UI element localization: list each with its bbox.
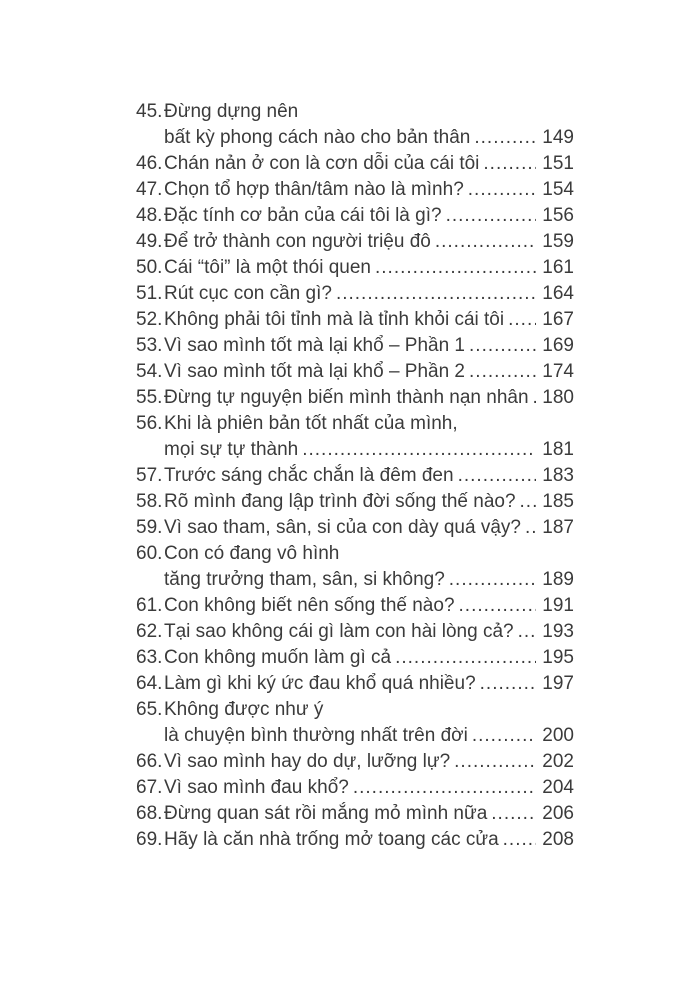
toc-entry xyxy=(136,385,574,411)
entry-page-number: 208 xyxy=(542,829,574,850)
entry-title: Chán nản ở con là cơn dỗi của cái tôi xyxy=(164,153,480,174)
entry-number: 51. xyxy=(136,283,163,304)
toc-entry-row xyxy=(136,463,574,489)
toc-entry-row xyxy=(136,307,574,333)
toc-entry-row xyxy=(136,151,574,177)
entry-page-number: 187 xyxy=(542,517,574,538)
toc-entry xyxy=(136,99,574,151)
entry-number: 68. xyxy=(136,803,163,824)
toc-entry-row xyxy=(136,333,574,359)
entry-page-number: 200 xyxy=(542,725,574,746)
toc-entry xyxy=(136,255,574,281)
entry-page-number: 164 xyxy=(542,283,574,304)
entry-title: Khi là phiên bản tốt nhất của mình, xyxy=(164,413,458,434)
entry-title: là chuyện bình thường nhất trên đời xyxy=(164,725,468,746)
entry-page-number: 151 xyxy=(542,153,574,174)
entry-title: Tại sao không cái gì làm con hài lòng cả? xyxy=(164,621,514,642)
entry-number: 55. xyxy=(136,387,163,408)
entry-number: 64. xyxy=(136,673,163,694)
entry-title: Con không biết nên sống thế nào? xyxy=(164,595,455,616)
dot-leader xyxy=(434,229,536,255)
entry-number: 52. xyxy=(136,309,163,330)
toc-entry-row xyxy=(136,177,574,203)
toc-entry xyxy=(136,281,574,307)
entry-page-number: 154 xyxy=(542,179,574,200)
dot-leader xyxy=(517,619,537,645)
dot-leader xyxy=(394,645,536,671)
toc-entry xyxy=(136,619,574,645)
toc-entry xyxy=(136,541,574,593)
toc-entry xyxy=(136,515,574,541)
toc-entry-row xyxy=(136,99,574,125)
toc-entry xyxy=(136,229,574,255)
toc-entry xyxy=(136,671,574,697)
entry-title: Đặc tính cơ bản của cái tôi là gì? xyxy=(164,205,442,226)
entry-number: 60. xyxy=(136,543,163,564)
toc-entry-row xyxy=(136,749,574,775)
toc-entry-row xyxy=(136,255,574,281)
toc-entry-continuation-row xyxy=(136,437,574,463)
toc-entry-row xyxy=(136,801,574,827)
entry-title: Con không muốn làm gì cả xyxy=(164,647,392,668)
toc-entry xyxy=(136,307,574,333)
entry-page-number: 189 xyxy=(542,569,574,590)
dot-leader xyxy=(453,749,536,775)
dot-leader xyxy=(482,151,536,177)
toc-entry xyxy=(136,489,574,515)
dot-leader xyxy=(468,333,536,359)
entry-number: 65. xyxy=(136,699,163,720)
entry-number: 49. xyxy=(136,231,163,252)
dot-leader xyxy=(471,723,536,749)
entry-number: 61. xyxy=(136,595,163,616)
dot-leader xyxy=(519,489,537,515)
entry-number: 57. xyxy=(136,465,163,486)
entry-page-number: 156 xyxy=(542,205,574,226)
entry-title: Vì sao mình tốt mà lại khổ – Phần 2 xyxy=(164,361,466,382)
dot-leader xyxy=(479,671,537,697)
entry-page-number: 180 xyxy=(542,387,574,408)
toc-entry xyxy=(136,749,574,775)
entry-page-number: 149 xyxy=(542,127,574,148)
entry-page-number: 185 xyxy=(542,491,574,512)
toc-entry-row xyxy=(136,489,574,515)
toc-entry-row xyxy=(136,645,574,671)
entry-page-number: 204 xyxy=(542,777,574,798)
toc-entry xyxy=(136,411,574,463)
entry-number: 48. xyxy=(136,205,163,226)
dot-leader xyxy=(458,593,537,619)
entry-title: tăng trưởng tham, sân, si không? xyxy=(164,569,445,590)
entry-title: Con có đang vô hình xyxy=(164,543,340,564)
toc-entry xyxy=(136,177,574,203)
toc-entry xyxy=(136,359,574,385)
entry-number: 54. xyxy=(136,361,163,382)
entry-page-number: 197 xyxy=(542,673,574,694)
toc-entry xyxy=(136,645,574,671)
dot-leader xyxy=(490,801,536,827)
toc-entry-row xyxy=(136,541,574,567)
entry-number: 53. xyxy=(136,335,163,356)
toc-entry-row xyxy=(136,385,574,411)
entry-number: 59. xyxy=(136,517,163,538)
entry-number: 45. xyxy=(136,101,163,122)
toc-entry xyxy=(136,775,574,801)
toc-entry-row xyxy=(136,515,574,541)
entry-title: Để trở thành con người triệu đô xyxy=(164,231,431,252)
entry-title: Rõ mình đang lập trình đời sống thế nào? xyxy=(164,491,516,512)
dot-leader xyxy=(457,463,537,489)
entry-page-number: 181 xyxy=(542,439,574,460)
toc-entry xyxy=(136,827,574,853)
toc-entry xyxy=(136,151,574,177)
entry-number: 47. xyxy=(136,179,163,200)
toc-entry xyxy=(136,593,574,619)
dot-leader xyxy=(352,775,536,801)
toc-entry-row xyxy=(136,359,574,385)
entry-number: 63. xyxy=(136,647,163,668)
entry-title: Không phải tôi tỉnh mà là tỉnh khỏi cái tôi xyxy=(164,309,505,330)
toc-entry-row xyxy=(136,619,574,645)
entry-page-number: 169 xyxy=(542,335,574,356)
entry-page-number: 159 xyxy=(542,231,574,252)
dot-leader xyxy=(374,255,536,281)
entry-page-number: 183 xyxy=(542,465,574,486)
entry-number: 50. xyxy=(136,257,163,278)
entry-page-number: 202 xyxy=(542,751,574,772)
dot-leader xyxy=(335,281,536,307)
toc-entry-row xyxy=(136,203,574,229)
toc-entry-row xyxy=(136,281,574,307)
dot-leader xyxy=(448,567,537,593)
entry-title: Vì sao mình hay do dự, lưỡng lự? xyxy=(164,751,451,772)
entry-page-number: 193 xyxy=(542,621,574,642)
entry-page-number: 167 xyxy=(542,309,574,330)
toc-entry-row xyxy=(136,697,574,723)
entry-number: 56. xyxy=(136,413,163,434)
toc-entry-row xyxy=(136,411,574,437)
toc-list xyxy=(136,99,574,853)
entry-title: Đừng tự nguyện biến mình thành nạn nhân xyxy=(164,387,529,408)
entry-title: Trước sáng chắc chắn là đêm đen xyxy=(164,465,454,486)
entry-title: Chọn tổ hợp thân/tâm nào là mình? xyxy=(164,179,464,200)
entry-number: 66. xyxy=(136,751,163,772)
entry-number: 62. xyxy=(136,621,163,642)
toc-entry-continuation-row xyxy=(136,125,574,151)
dot-leader xyxy=(507,307,536,333)
toc-entry-row xyxy=(136,671,574,697)
entry-page-number: 206 xyxy=(542,803,574,824)
toc-entry xyxy=(136,697,574,749)
entry-page-number: 191 xyxy=(542,595,574,616)
toc-entry xyxy=(136,463,574,489)
entry-page-number: 174 xyxy=(542,361,574,382)
toc-entry xyxy=(136,203,574,229)
dot-leader xyxy=(301,437,536,463)
toc-entry-row xyxy=(136,593,574,619)
entry-title: Làm gì khi ký ức đau khổ quá nhiều? xyxy=(164,673,476,694)
entry-page-number: 195 xyxy=(542,647,574,668)
entry-number: 46. xyxy=(136,153,163,174)
toc-entry-continuation-row xyxy=(136,723,574,749)
dot-leader xyxy=(445,203,537,229)
toc-entry-row xyxy=(136,229,574,255)
entry-title: mọi sự tự thành xyxy=(164,439,299,460)
dot-leader xyxy=(502,827,537,853)
dot-leader xyxy=(473,125,536,151)
entry-title: Vì sao tham, sân, si của con dày quá vậy? xyxy=(164,517,521,538)
entry-title: Hãy là căn nhà trống mở toang các cửa xyxy=(164,829,499,850)
entry-number: 58. xyxy=(136,491,163,512)
entry-title: Vì sao mình đau khổ? xyxy=(164,777,349,798)
entry-number: 67. xyxy=(136,777,163,798)
toc-entry xyxy=(136,333,574,359)
dot-leader xyxy=(524,515,536,541)
entry-title: bất kỳ phong cách nào cho bản thân xyxy=(164,127,471,148)
entry-number: 69. xyxy=(136,829,163,850)
entry-title: Rút cục con cần gì? xyxy=(164,283,332,304)
toc-entry-row xyxy=(136,827,574,853)
entry-title: Cái “tôi” là một thói quen xyxy=(164,257,371,278)
dot-leader xyxy=(467,177,537,203)
toc-entry-continuation-row xyxy=(136,567,574,593)
toc-entry-row xyxy=(136,775,574,801)
dot-leader xyxy=(532,385,537,411)
toc-entry xyxy=(136,801,574,827)
entry-title: Vì sao mình tốt mà lại khổ – Phần 1 xyxy=(164,335,466,356)
entry-title: Không được như ý xyxy=(164,699,324,720)
entry-page-number: 161 xyxy=(542,257,574,278)
entry-title: Đừng quan sát rồi mắng mỏ mình nữa xyxy=(164,803,488,824)
dot-leader xyxy=(468,359,536,385)
entry-title: Đừng dựng nên xyxy=(164,101,299,122)
